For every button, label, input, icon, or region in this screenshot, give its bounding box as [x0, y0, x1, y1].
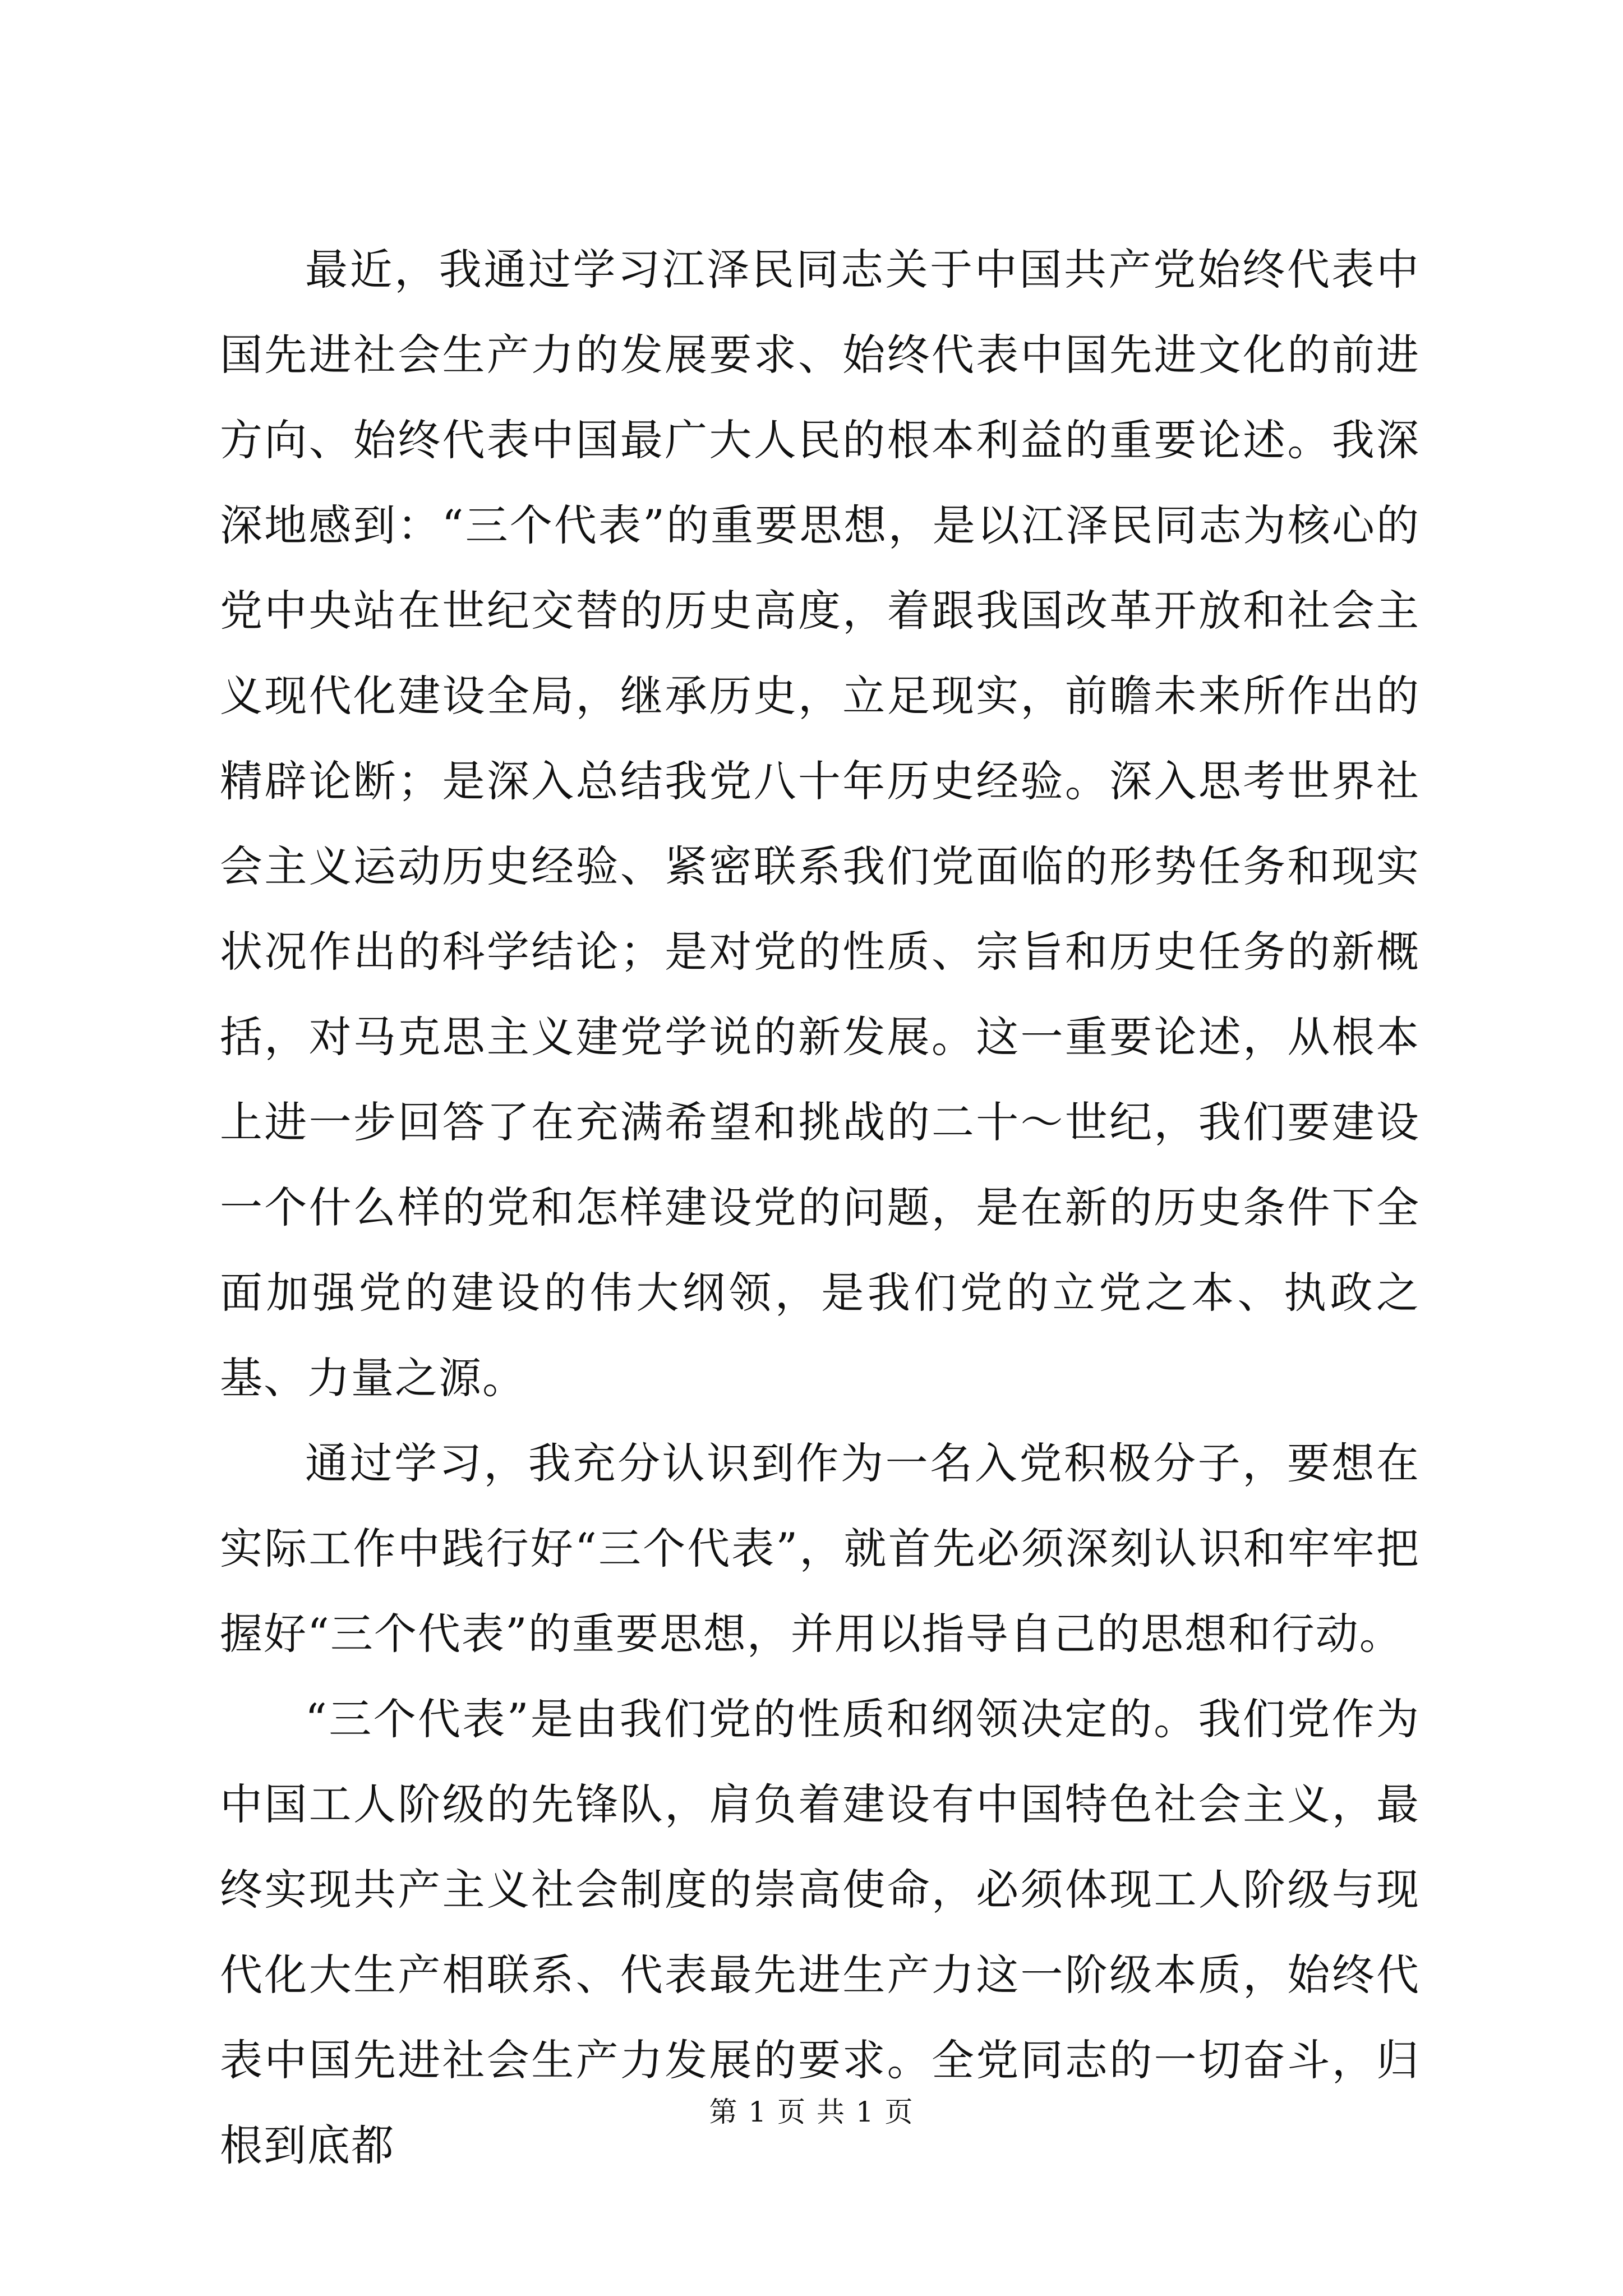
paragraph-3: “三个代表”是由我们党的性质和纲领决定的。我们党作为中国工人阶级的先锋队，肩负着建设有中国特色社会主义，最终实现共产主义社会制度的崇高使命，必须体现工人阶级与现代化大生产相联系、代表最先进生产力这一阶级本质，始终代表中国先进社会生产力发展的要求。全党同志的一切奋斗，归根到底都 — [220, 1694, 1420, 2170]
document-body — [220, 227, 1420, 2188]
paragraph-1: 最近，我通过学习江泽民同志关于中国共产党始终代表中国先进社会生产力的发展要求、始终代表中国先进文化的前进方向、始终代表中国最广大人民的根本利益的重要论述。我深深地感到：“三个代表”的重要思想，是以江泽民同志为核心的党中央站在世纪交替的历史高度，着跟我国改革开放和社会主义现代化建设全局，继承历史，立足现实，前瞻未来所作出的精辟论断；是深入总结我党八十年历史经验。深入思考世界社会主义运动历史经验、紧密联系我们党面临的形势任务和现实状况作出的科学结论；是对党的性质、宗旨和历史任务的新概括，对马克思主义建党学说的新发展。这一重要论述，从根本上进一步回答了在充满希望和挑战的二十～世纪，我们要建设一个什么样的党和怎样建设党的问题，是在新的历史条件下全面加强党的建设的伟大纲领，是我们党的立党之本、执政之基、力量之源。 — [220, 245, 1420, 1403]
paragraph-2: 通过学习，我充分认识到作为一名入党积极分子，要想在实际工作中践行好“三个代表”，就首先必须深刻认识和牢牢把握好“三个代表”的重要思想，并用以指导自己的思想和行动。 — [220, 1438, 1420, 1659]
page-number-footer: 第 1 页 共 1 页 — [709, 2096, 914, 2128]
